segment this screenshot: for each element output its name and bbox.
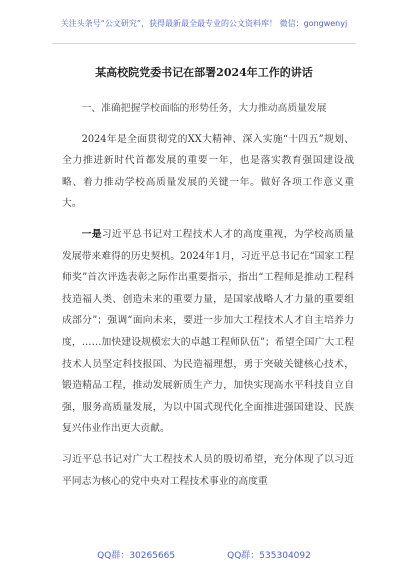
document-title: 某高校院党委书记在部署2024年工作的讲话: [95, 66, 313, 79]
footer-qq-2: QQ群：535304092: [227, 551, 311, 561]
paragraph-2: [62, 224, 354, 440]
header-divider: [52, 43, 356, 44]
footer-contact: [0, 548, 408, 561]
paragraph-2-lead: 一是: [81, 228, 102, 240]
paragraph-2-body: 习近平总书记对工程技术人才的高度重视，为学校高质量发展带来难得的历史契机。2024年1月，习近平总书记在“国家工程师奖”首次评选表彰之际作出重要指示，指出“工程师是推动工程科技造福人类、创造未来的重要力量，是国家战略人才力量的重要组成部分”；强调“面向未来，要进一步加大工程技术人才自主培养力度，……加快建设规模宏大的卓越工程师队伍”；希望全国广大工程技术人员坚定科技报国、为民造福理想，勇于突破关键核心技术，锻造精品工程，推动发展新质生产力，加快实现高水平科技自立自强，服务高质量发展，为以中国式现代化全面推进强国建设、民族复兴伟业作出更大贡献。: [62, 228, 355, 435]
footer-qq-1: QQ群：30265665: [97, 551, 176, 561]
section-heading: 一、准确把握学校面临的形势任务，大力推动高质量发展: [81, 103, 327, 114]
paragraph-1: 2024年是全面贯彻党的XX大精神、深入实施“十四五”规划、全力推进新时代首都发展的重要一年，也是落实教育强国建设战略、着力推动学校高质量发展的关键一年。做好各项工作意义重大。: [62, 133, 354, 210]
paragraph-3: 习近平总书记对广大工程技术人员的殷切希望，充分体现了以习近平同志为核心的党中央对工程技术事业的高度重: [62, 453, 354, 487]
document-body: [62, 98, 354, 501]
promo-header: 关注头条号“公文研究”，获得最新最全最专业的公文资料库！ 微信：gongwenyj: [60, 19, 348, 28]
